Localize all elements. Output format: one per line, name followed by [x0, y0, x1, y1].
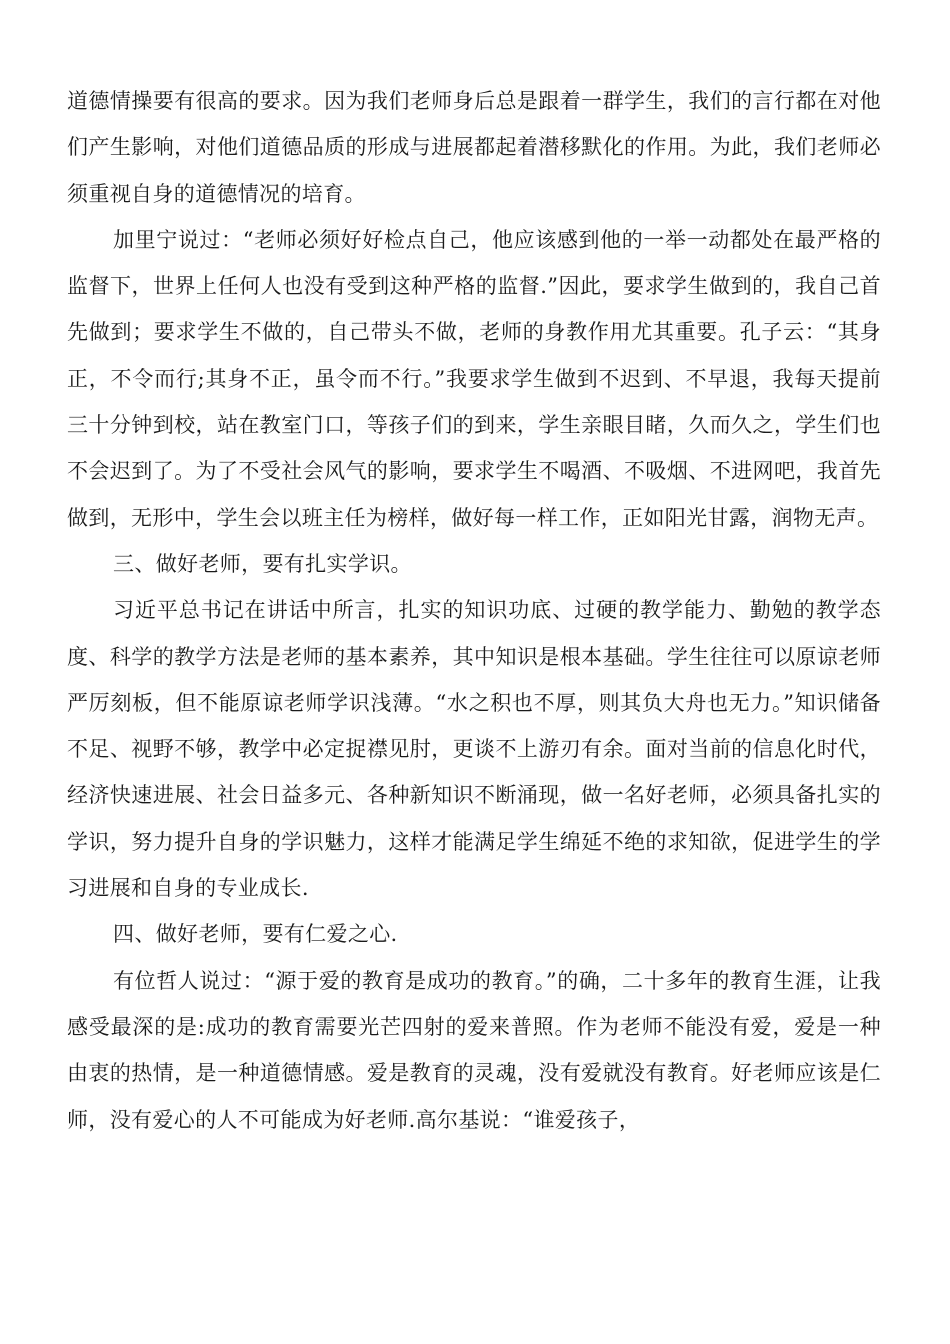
- paragraph-solid-knowledge: 习近平总书记在讲话中所言，扎实的知识功底、过硬的教学能力、勤勉的教学态度、科学的教学方法是老师的基本素养，其中知识是根本基础。学生往往可以原谅老师严厉刻板，但不能原谅老师学识浅薄。“水之积也不厚，则其负大舟也无力。”知识储备不足、视野不够，教学中必定捉襟见肘，更谈不上游刃有余。面对当前的信息化时代，经济快速进展、社会日益多元、各种新知识不断涌现，做一名好老师，必须具备扎实的学识，努力提升自身的学识魅力，这样才能满足学生绵延不绝的求知欲，促进学生的学习进展和自身的专业成长.: [67, 598, 881, 901]
- section-heading-benevolence: 四、做好老师，要有仁爱之心.: [113, 922, 398, 947]
- document-body: [67, 78, 881, 1143]
- paragraph-moral-character: 道德情操要有很高的要求。因为我们老师身后总是跟着一群学生，我们的言行都在对他们产生影响，对他们道德品质的形成与进展都起着潜移默化的作用。为此，我们老师必须重视自身的道德情况的培育。: [67, 89, 881, 206]
- paragraph-love-education: 有位哲人说过：“源于爱的教育是成功的教育。”的确，二十多年的教育生涯，让我感受最深的是:成功的教育需要光芒四射的爱来普照。作为老师不能没有爱，爱是一种由衷的热情，是一种道德情感。爱是教育的灵魂，没有爱就没有教育。好老师应该是仁师，没有爱心的人不可能成为好老师.高尔基说：“谁爱孩子，: [67, 968, 881, 1132]
- section-heading-knowledge: 三、做好老师，要有扎实学识。: [113, 551, 412, 576]
- paragraph-kalinin-quote: 加里宁说过：“老师必须好好检点自己，他应该感到他的一举一动都处在最严格的监督下，世界上任何人也没有受到这种严格的监督.”因此，要求学生做到的，我自己首先做到；要求学生不做的，自己带头不做，老师的身教作用尤其重要。孔子云：“其身正，不令而行;其身不正，虽令而不行。”我要求学生做到不迟到、不早退，我每天提前三十分钟到校，站在教室门口，等孩子们的到来，学生亲眼目睹，久而久之，学生们也不会迟到了。为了不受社会风气的影响，要求学生不喝酒、不吸烟、不进网吧，我首先做到，无形中，学生会以班主任为榜样，做好每一样工作，正如阳光甘露，润物无声。: [67, 227, 881, 530]
